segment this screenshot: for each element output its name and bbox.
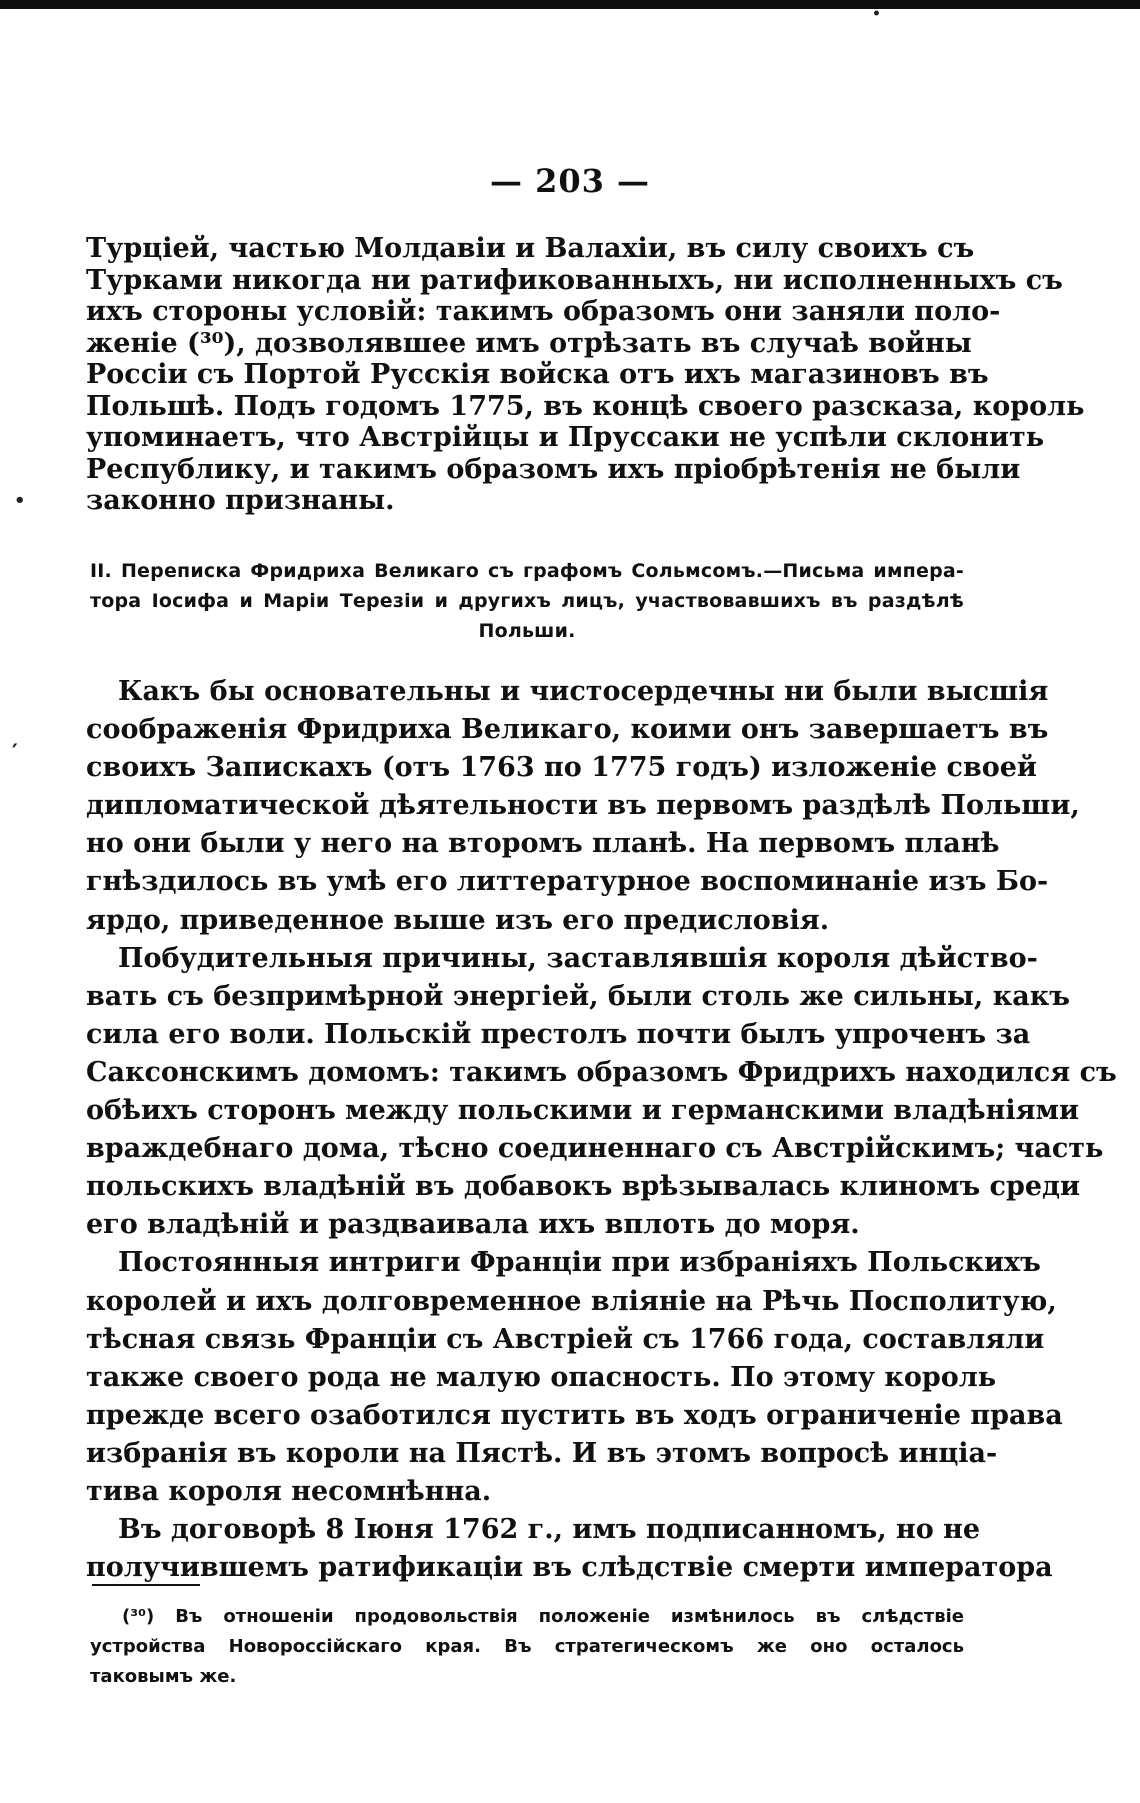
text-line: тѣсная связь Франціи съ Австріей съ 1766 года, составляли [86,1323,1045,1355]
text-line: сила его воли. Польскій престолъ почти былъ упроченъ за [86,1018,1031,1050]
heading-line: Польши. [478,620,576,642]
text-line: вать съ безпримѣрной энергіей, были столь же сильны, какъ [86,980,1070,1012]
footnote-line: таковымъ же. [90,1666,237,1687]
text-line: соображенія Фридриха Великаго, коими онъ завершаетъ въ [86,714,1049,746]
text-line: но они были у него на второмъ планѣ. На первомъ планѣ [86,828,1000,860]
heading-line: тора Іосифа и Маріи Терезіи и другихъ лицъ, участвовавшихъ въ раздѣлѣ [90,590,964,612]
text-line: Турками никогда ни ратификованныхъ, ни исполненныхъ съ [86,264,1063,296]
text-line: упоминаетъ, что Австрійцы и Пруссаки не успѣли склонить [86,422,1045,453]
text-line: его владѣній и раздваивала ихъ вплоть до моря. [86,1209,860,1241]
text-line: гнѣздилось въ умѣ его литтературное воспоминаніе изъ Бо- [86,866,1049,898]
page-number: — 203 — [489,162,651,200]
text-line: Польшѣ. Подъ годомъ 1775, въ концѣ своего разсказа, король [86,390,1085,422]
text-line: женіе (³⁰), дозволявшее имъ отрѣзать въ случаѣ войны [86,327,972,359]
body-text [86,673,1117,1587]
text-line: Турціей, частью Молдавіи и Валахіи, въ силу своихъ съ [86,233,975,264]
footnote-divider [92,1584,200,1586]
text-line: Постоянныя интриги Франціи при избраніяхъ Польскихъ [118,1247,1041,1279]
text-line: ярдо, приведенное выше изъ его предисловія. [86,904,830,936]
margin-mark-tick: ′ [12,740,18,766]
margin-mark-dot: • [14,490,26,511]
text-line: ихъ стороны условій: такимъ образомъ они заняли поло- [86,296,1001,327]
text-line: Республику, и такимъ образомъ ихъ пріобрѣтенія не были [86,453,1021,485]
text-line: Россіи съ Портой Русскія войска отъ ихъ магазиновъ въ [86,359,989,390]
text-line: враждебнаго дома, тѣсно соединеннаго съ Австрійскимъ; часть [86,1133,1104,1165]
text-line: Саксонскимъ домомъ: такимъ образомъ Фридрихъ находился съ [86,1056,1117,1088]
text-line: тива короля несомнѣнна. [86,1475,492,1507]
text-line: обѣихъ сторонъ между польскими и германскими владѣніями [86,1095,1080,1127]
text-line: законно признаны. [86,485,395,516]
text-line: прежде всего озаботился пустить въ ходъ ограниченіе права [86,1399,1063,1431]
section-heading [90,556,964,646]
text-line: дипломатической дѣятельности въ первомъ раздѣлѣ Польши, [86,790,1080,822]
text-line: своихъ Запискахъ (отъ 1763 по 1775 годъ) изложеніе своей [86,752,1037,784]
text-line: также своего рода не малую опасность. По этому король [86,1361,997,1393]
paragraph-continued [86,233,1085,517]
footnote [90,1602,964,1692]
top-border-rule [0,0,1140,9]
text-line: Какъ бы основательны и чистосердечны ни были высшія [118,676,1049,707]
text-line: королей и ихъ долговременное вліяніе на Рѣчь Посполитую, [86,1285,1057,1317]
text-line: Въ договорѣ 8 Іюня 1762 г., имъ подписанномъ, но не [118,1514,981,1546]
heading-line: II. Переписка Фридриха Великаго съ графомъ Сольмсомъ.—Письма импера- [90,560,964,582]
footnote-line: устройства Новороссійскаго края. Въ стратегическомъ же оно осталось [90,1636,964,1657]
stray-mark-dot: • [872,6,881,22]
text-line: получившемъ ратификаціи въ слѣдствіе смерти императора [86,1552,1053,1584]
text-line: Побудительныя причины, заставлявшія короля дѣйство- [118,942,1038,974]
text-line: избранія въ короли на Пястѣ. И въ этомъ вопросѣ инціа- [86,1437,998,1469]
footnote-line: (³⁰) Въ отношеніи продовольствія положеніе измѣнилось въ слѣдствіе [122,1606,964,1627]
text-line: польскихъ владѣній въ добавокъ врѣзывалась клиномъ среди [86,1171,1081,1203]
